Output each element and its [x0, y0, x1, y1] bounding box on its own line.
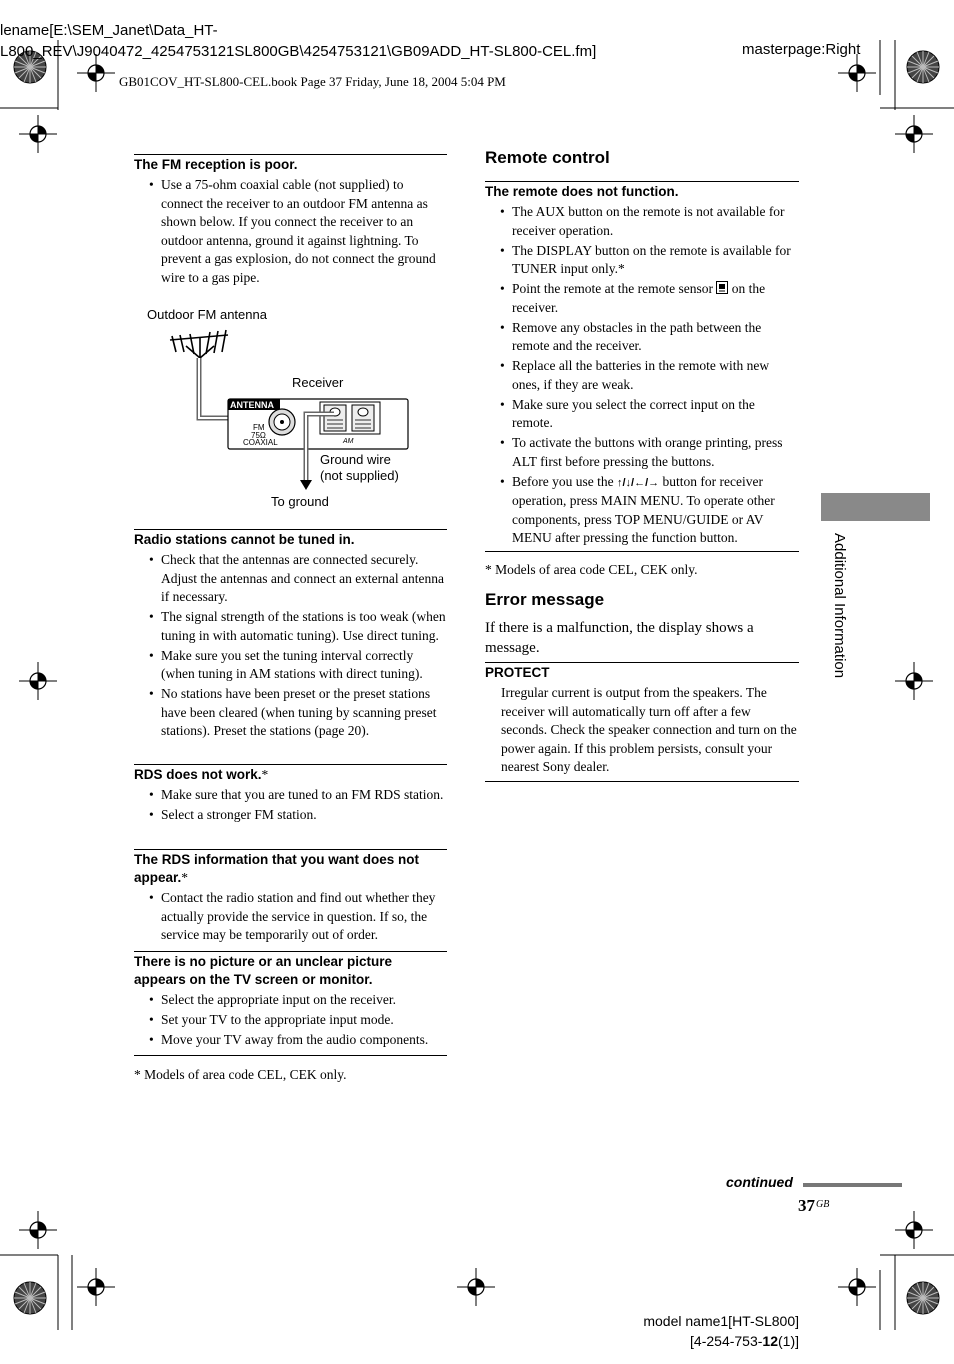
left-footnote: * Models of area code CEL, CEK only. — [134, 1067, 347, 1082]
side-tab — [821, 493, 930, 521]
model-line-2-post: (1)] — [778, 1333, 799, 1349]
outdoor-antenna-label: Outdoor FM antenna — [147, 307, 267, 322]
rule — [485, 662, 799, 663]
antenna-tag: ANTENNA — [230, 400, 274, 410]
book-info-line: GB01COV_HT-SL800-CEL.book Page 37 Friday, June 18, 2004 5:04 PM — [119, 74, 506, 89]
filename-line-1: lename[E:\SEM_Janet\Data_HT- — [0, 22, 218, 39]
list-item: • The AUX button on the remote is not available for receiver operation. — [485, 203, 799, 240]
coaxial-label: COAXIAL — [243, 438, 278, 447]
list-item: • The DISPLAY button on the remote is available for TUNER input only.* — [485, 242, 799, 279]
page-number — [798, 1196, 829, 1216]
continued-label: continued — [726, 1174, 793, 1190]
ohm-label: 75Ω — [251, 431, 266, 440]
rule — [134, 154, 447, 155]
fm-poor-heading: The FM reception is poor. — [134, 157, 298, 172]
list-item — [485, 280, 799, 317]
list-item: • Make sure you select the correct input on the remote. — [485, 396, 799, 433]
remote-control-title: Remote control — [485, 148, 610, 167]
model-line-1: model name1[HT-SL800] — [643, 1313, 799, 1329]
list-item: • Set your TV to the appropriate input mode. — [134, 1011, 447, 1030]
model-line-2-pre: [4-254-753- — [690, 1333, 763, 1349]
list-item: • No stations have been preset or the preset stations have been cleared (when tuning by scanning preset stations). Preset the stations (page 20). — [134, 685, 447, 741]
list-item: • The signal strength of the stations is too weak (when tuning in with automatic tuning). Use direct tuning. — [134, 608, 447, 645]
rds-info-heading-text: The RDS information that you want does not appear. — [134, 852, 419, 885]
list-item: • Contact the radio station and find out whether they actually provide the service in question. If so, the service may be temporarily out of order. — [134, 889, 447, 945]
list-item: • Make sure that you are tuned to an FM RDS station. — [134, 786, 447, 805]
sensor-suffix: on the receiver. — [512, 281, 766, 315]
rds-section — [134, 766, 447, 826]
side-tab-label — [822, 533, 858, 733]
remote-section — [485, 183, 799, 549]
page-number-value: 37 — [798, 1196, 815, 1215]
sensor-text: Point the remote at the remote sensor — [512, 281, 713, 296]
list-item: • Remove any obstacles in the path between the remote and the receiver. — [485, 319, 799, 356]
arrow-buttons-icon: ↑/↓/←/→ — [616, 476, 660, 489]
list-item: • Replace all the batteries in the remote with new ones, if they are weak. — [485, 357, 799, 394]
remote-heading: The remote does not function. — [485, 184, 679, 199]
rule — [485, 551, 799, 552]
radio-heading: Radio stations cannot be tuned in. — [134, 532, 355, 547]
protect-section — [485, 664, 799, 777]
ground-wire-label-1: Ground wire — [320, 452, 391, 467]
list-item — [485, 473, 799, 548]
side-tab-label-text: Additional Information — [831, 533, 848, 679]
ground-wire-label — [320, 452, 399, 484]
list-item: • Make sure you set the tuning interval correctly (when tuning in AM stations with direct tuning). — [134, 647, 447, 684]
antenna-connection-diagram — [160, 328, 460, 488]
error-intro: If there is a malfunction, the display shows a message. — [485, 620, 754, 656]
ground-wire-label-2: (not supplied) — [320, 468, 399, 483]
rule — [134, 849, 447, 850]
page-suffix: GB — [816, 1199, 830, 1210]
list-item: • Check that the antennas are connected securely. Adjust the antennas and connect an external antenna if necessary. — [134, 551, 447, 607]
picture-section — [134, 953, 447, 1051]
fm-poor-section — [134, 156, 447, 289]
rule — [134, 951, 447, 952]
model-info — [628, 1311, 799, 1351]
protect-text: Irregular current is output from the speakers. The receiver will automatically turn off after a few seconds. Check the speaker connection and turn on the power again. If this problem persists, consult your nearest Sony dealer. — [501, 685, 797, 774]
error-message-title: Error message — [485, 590, 605, 609]
to-ground-label: To ground — [271, 494, 329, 509]
arrows-text: Before you use the — [512, 473, 614, 489]
rds-info-asterisk: * — [181, 870, 189, 885]
list-item: • To activate the buttons with orange printing, press ALT first before pressing the buttons. — [485, 434, 799, 471]
list-item: • Move your TV away from the audio components. — [134, 1031, 447, 1050]
rds-asterisk: * — [261, 767, 269, 782]
rule — [134, 764, 447, 765]
filename-line-2: L800_REV\J9040472_4254753121SL800GB\4254753121\GB09ADD_HT-SL800-CEL.fm] — [0, 43, 597, 60]
rule — [134, 1055, 447, 1056]
list-item: • Select a stronger FM station. — [134, 806, 447, 825]
remote-sensor-icon — [716, 281, 728, 294]
rule — [485, 181, 799, 182]
radio-section — [134, 531, 447, 742]
continued-bar — [803, 1183, 902, 1187]
fm-label: FM — [253, 423, 265, 432]
am-label: AM — [343, 438, 354, 445]
rds-heading — [134, 766, 447, 784]
model-line-2 — [628, 1331, 799, 1351]
model-line-2-bold: 12 — [762, 1333, 778, 1349]
rule — [134, 529, 447, 530]
list-item: • Use a 75-ohm coaxial cable (not supplied) to connect the receiver to an outdoor FM antenna as shown below. If you connect the receiver to an outdoor antenna, ground it against lightning. To prevent a gas explosion, do not connect the ground wire to a gas pipe. — [134, 176, 447, 287]
rule — [485, 781, 799, 782]
list-item: • Select the appropriate input on the receiver. — [134, 991, 447, 1010]
rds-info-heading — [134, 851, 447, 887]
right-footnote: * Models of area code CEL, CEK only. — [485, 562, 698, 577]
arrows-suffix: button for receiver operation, press MAIN MENU. To operate other components, press TOP MENU/GUIDE or AV MENU after pressing the function button. — [512, 473, 775, 545]
receiver-label: Receiver — [292, 375, 344, 390]
masterpage-label: masterpage:Right — [742, 41, 861, 58]
picture-heading: There is no picture or an unclear picture appears on the TV screen or monitor. — [134, 954, 393, 987]
antenna-icon — [170, 330, 228, 358]
rds-heading-text: RDS does not work. — [134, 767, 262, 782]
protect-heading: PROTECT — [485, 665, 550, 680]
rds-info-section — [134, 851, 447, 946]
